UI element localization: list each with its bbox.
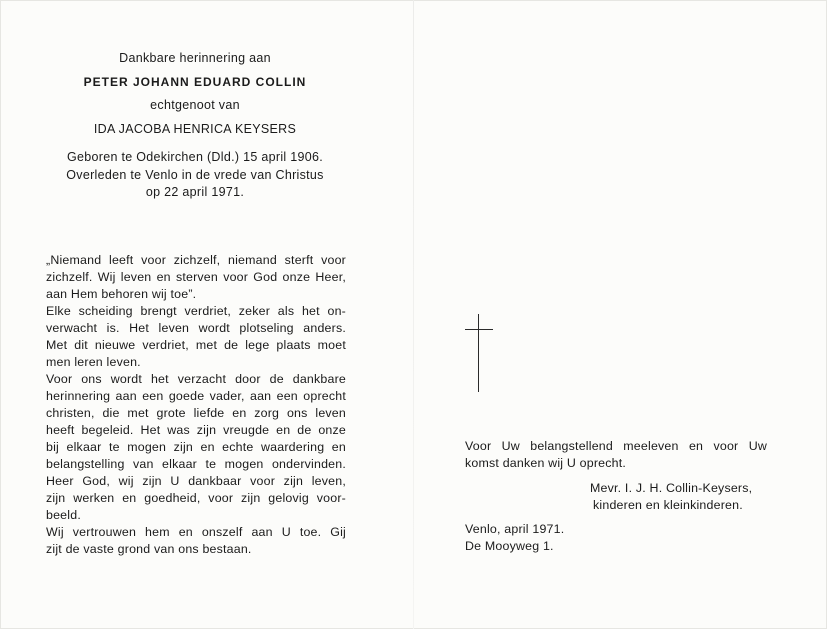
text-line: heeft begeleid. Het was zijn vreugde en de onze bbox=[46, 423, 346, 437]
text-line: bij elkaar te mogen zijn en echte waardering en bbox=[46, 440, 346, 454]
text-line: zijt de vaste grond van ons bestaan. bbox=[46, 542, 252, 556]
text-line: zijn werken en goedheid, voor zijn gelovig voor- bbox=[46, 491, 346, 505]
cross-icon bbox=[465, 314, 495, 392]
signature-line2: kinderen en kleinkinderen. bbox=[593, 498, 743, 512]
thanks-text bbox=[465, 438, 767, 472]
signature bbox=[590, 480, 768, 514]
intro-text: Dankbare herinnering aan bbox=[119, 51, 271, 65]
text-line: christen, die met grote liefde en zorg ons leven bbox=[46, 406, 346, 420]
thanks-line2: komst danken wij U oprecht. bbox=[465, 456, 627, 470]
text-line: Met dit nieuwe verdriet, met de lege plaats moet bbox=[46, 338, 346, 352]
card-fold-line bbox=[413, 0, 414, 629]
text-line: beeld. bbox=[46, 508, 81, 522]
text-line: aan Hem behoren wij toe”. bbox=[46, 287, 197, 301]
death-text-line1: Overleden te Venlo in de vrede van Christus bbox=[66, 167, 324, 182]
relation-text: echtgenoot van bbox=[150, 98, 240, 112]
text-line: „Niemand leeft voor zichzelf, niemand sterft voor bbox=[46, 253, 346, 267]
birth-text: Geboren te Odekirchen (Dld.) 15 april 1906. bbox=[66, 150, 324, 164]
text-line: verwacht is. Het leven wordt plotseling anders. bbox=[46, 321, 346, 335]
deceased-name: PETER JOHANN EDUARD COLLIN bbox=[83, 74, 307, 89]
text-line: belangstelling van elkaar te mogen ondervinden. bbox=[46, 457, 346, 471]
place-line1: Venlo, april 1971. bbox=[465, 522, 565, 536]
spouse-name: IDA JACOBA HENRICA KEYSERS bbox=[93, 121, 297, 136]
place-date bbox=[465, 521, 665, 555]
place-line2: De Mooyweg 1. bbox=[465, 539, 554, 553]
text-line: Voor ons wordt het verzacht door de dankbare bbox=[46, 372, 346, 386]
text-line: Elke scheiding brengt verdriet, zeker als het on- bbox=[46, 304, 346, 318]
signature-line1: Mevr. I. J. H. Collin-Keysers, bbox=[590, 481, 753, 495]
text-line: zichzelf. Wij leven en sterven voor God onze Heer, bbox=[46, 270, 346, 284]
text-line: men leren leven. bbox=[46, 355, 141, 369]
text-line: Wij vertrouwen hem en onszelf aan U toe. Gij bbox=[46, 525, 346, 539]
death-text-line2: op 22 april 1971. bbox=[145, 185, 245, 199]
memorial-text bbox=[46, 252, 346, 558]
memorial-header bbox=[40, 50, 350, 202]
text-line: herinnering aan een goede vader, aan een oprecht bbox=[46, 389, 346, 403]
text-line: Heer God, wij zijn U dankbaar voor zijn leven, bbox=[46, 474, 346, 488]
thanks-line1: Voor Uw belangstellend meeleven en voor Uw bbox=[465, 439, 767, 453]
